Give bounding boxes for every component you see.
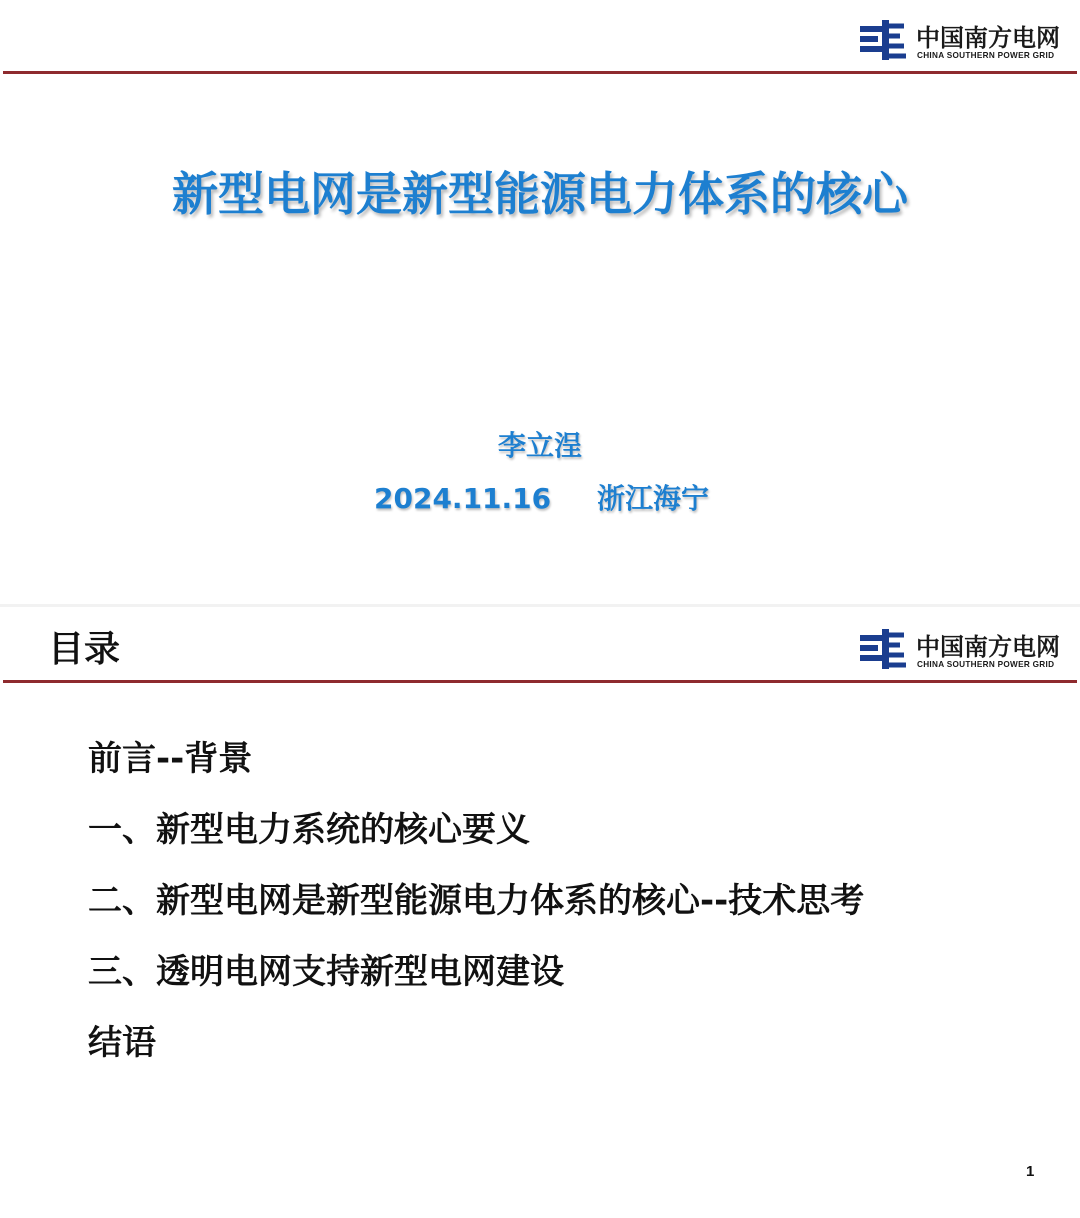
slide-title: 新型电网是新型能源电力体系的核心 [172, 167, 908, 221]
author-name: 李立浧 [497, 429, 582, 462]
company-logo [858, 629, 1068, 673]
header-rule [3, 680, 1077, 683]
contents-heading: 目录 [48, 629, 121, 670]
logo-name-cn: 中国南方电网 [916, 633, 1060, 661]
presentation-date: 2024.11.16 [374, 482, 552, 515]
logo-name-en: CHINA SOUTHERN POWER GRID [917, 51, 1055, 60]
contents-item-section-2: 二、新型电网是新型能源电力体系的核心--技术思考 [88, 881, 865, 921]
logo-name-en: CHINA SOUTHERN POWER GRID [917, 660, 1055, 669]
contents-item-conclusion: 结语 [88, 1023, 156, 1063]
power-grid-logo-icon [858, 20, 910, 64]
company-logo [858, 20, 1068, 64]
power-grid-logo-icon [858, 629, 910, 673]
presentation-location: 浙江海宁 [597, 482, 710, 515]
contents-item-section-1: 一、新型电力系统的核心要义 [88, 810, 530, 850]
title-slide [0, 0, 1080, 605]
header-rule [3, 71, 1077, 74]
contents-item-section-3: 三、透明电网支持新型电网建设 [88, 952, 564, 992]
contents-item-preface: 前言--背景 [88, 739, 253, 779]
contents-list [88, 737, 864, 1092]
logo-name-cn: 中国南方电网 [916, 24, 1060, 52]
contents-slide [0, 607, 1080, 1218]
page-number: 1 [1026, 1163, 1035, 1180]
